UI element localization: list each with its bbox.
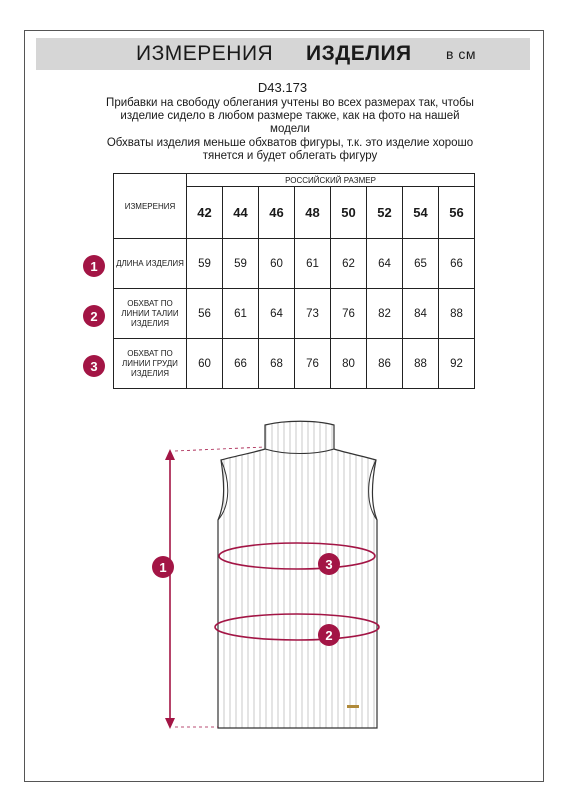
value-cell: 73 <box>295 289 331 339</box>
size-cell: 46 <box>259 187 295 239</box>
row-label-waist: ОБХВАТ ПО ЛИНИИ ТАЛИИ ИЗДЕЛИЯ <box>114 289 187 339</box>
value-cell: 86 <box>367 339 403 389</box>
waist-measure-loop <box>215 614 379 640</box>
diagram-badge-length <box>152 556 174 578</box>
value-cell: 68 <box>259 339 295 389</box>
size-system-header: РОССИЙСКИЙ РАЗМЕР <box>187 174 475 187</box>
value-cell: 76 <box>295 339 331 389</box>
value-cell: 76 <box>331 289 367 339</box>
value-cell: 59 <box>187 239 223 289</box>
value-cell: 64 <box>259 289 295 339</box>
badge-chest: 3 <box>83 355 105 377</box>
product-code: D43.173 <box>257 80 308 95</box>
size-cell: 56 <box>439 187 475 239</box>
value-cell: 60 <box>187 339 223 389</box>
diagram-badge-length-text: 1 <box>159 560 167 575</box>
length-arrow <box>165 449 175 729</box>
badge-length: 1 <box>83 255 105 277</box>
length-guide-top <box>175 447 265 451</box>
value-cell: 66 <box>223 339 259 389</box>
value-cell: 66 <box>439 239 475 289</box>
value-cell: 65 <box>403 239 439 289</box>
value-cell: 60 <box>259 239 295 289</box>
value-cell: 61 <box>295 239 331 289</box>
diagram-badge-waist-text: 2 <box>325 628 333 643</box>
row-label-chest: ОБХВАТ ПО ЛИНИИ ГРУДИ ИЗДЕЛИЯ <box>114 339 187 389</box>
value-cell: 56 <box>187 289 223 339</box>
header-title-light: ИЗМЕРЕНИЯ <box>136 42 274 65</box>
left-armhole <box>218 460 228 520</box>
value-cell: 88 <box>403 339 439 389</box>
header-unit: в см <box>446 46 476 62</box>
value-cell: 92 <box>439 339 475 389</box>
label-tag <box>347 705 359 708</box>
value-cell: 82 <box>367 289 403 339</box>
note-fit: Прибавки на свободу облегания учтены во всех размерах так, чтобы изделие сидело в любом размере также, как на фото на нашей модели <box>106 97 474 135</box>
diagram-badge-waist <box>318 624 340 646</box>
value-cell: 61 <box>223 289 259 339</box>
value-cell: 88 <box>439 289 475 339</box>
value-cell: 80 <box>331 339 367 389</box>
size-cell: 42 <box>187 187 223 239</box>
measurements-header: ИЗМЕРЕНИЯ <box>114 174 187 239</box>
collar-seam <box>265 449 334 454</box>
size-cell: 44 <box>223 187 259 239</box>
value-cell: 62 <box>331 239 367 289</box>
rib-texture <box>224 420 374 730</box>
value-cell: 59 <box>223 239 259 289</box>
value-cell: 84 <box>403 289 439 339</box>
size-cell: 48 <box>295 187 331 239</box>
diagram-badge-chest <box>318 553 340 575</box>
diagram-badge-chest-text: 3 <box>325 557 333 572</box>
row-label-length: ДЛИНА ИЗДЕЛИЯ <box>114 239 187 289</box>
size-cell: 54 <box>403 187 439 239</box>
size-cell: 52 <box>367 187 403 239</box>
header-title-bold: ИЗДЕЛИЯ <box>306 42 412 65</box>
note-stretch: Обхваты изделия меньше обхватов фигуры, т.к. это изделие хорошо тянется и будет облегать фигуру <box>106 137 474 162</box>
value-cell: 64 <box>367 239 403 289</box>
badge-waist: 2 <box>83 305 105 327</box>
size-cell: 50 <box>331 187 367 239</box>
